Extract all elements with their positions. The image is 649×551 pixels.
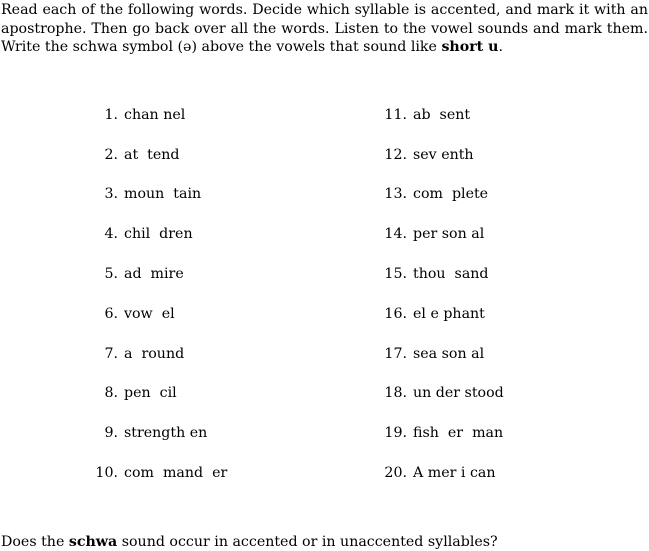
item-word: pen cil [124, 385, 177, 402]
item-number: 19. [384, 425, 407, 442]
list-item [378, 254, 504, 294]
item-number: 15. [384, 266, 407, 283]
word-list-left [96, 95, 227, 493]
item-number: 4. [104, 226, 118, 243]
question-text-end: sound occur in accented or in unaccented syllables? [117, 534, 498, 550]
list-item [378, 95, 504, 135]
instructions [1, 1, 648, 57]
list-item [96, 334, 227, 374]
item-word: com mand er [124, 465, 228, 482]
list-item [89, 453, 227, 493]
list-item [378, 334, 504, 374]
item-word: A mer i can [413, 465, 496, 482]
item-number: 11. [384, 106, 407, 123]
list-item [378, 135, 504, 175]
list-item [96, 135, 227, 175]
question [1, 533, 498, 551]
item-word: el e phant [413, 305, 485, 322]
item-word: moun tain [124, 186, 202, 203]
item-word: at tend [124, 146, 180, 163]
item-number: 14. [384, 226, 407, 243]
item-number: 6. [104, 305, 118, 322]
item-number: 9. [104, 425, 118, 442]
list-item [96, 413, 227, 453]
item-number: 7. [104, 345, 118, 362]
item-number: 20. [384, 465, 407, 482]
list-item [378, 214, 504, 254]
item-number: 3. [104, 186, 118, 203]
item-word: un der stood [413, 385, 504, 402]
item-number: 16. [384, 305, 407, 322]
item-number: 17. [384, 345, 407, 362]
instructions-emphasis: short u [441, 39, 499, 55]
item-word: chan nel [124, 106, 186, 123]
list-item [96, 175, 227, 215]
list-item [378, 374, 504, 414]
list-item [96, 254, 227, 294]
instructions-text: Read each of the following words. Decide which syllable is accented, and mark it with an apostrophe. Then go back over all the words. Listen to the vowel sounds and mark them. Write the schwa symbol (ə) above the vowels that sound like [1, 2, 648, 55]
list-item [96, 214, 227, 254]
item-word: ad mire [124, 266, 184, 283]
item-number: 1. [104, 106, 118, 123]
item-number: 13. [384, 186, 407, 203]
list-item [378, 294, 504, 334]
item-word: chil dren [124, 226, 193, 243]
item-word: sea son al [413, 345, 485, 362]
item-word: per son al [413, 226, 485, 243]
list-item [378, 175, 504, 215]
question-text: Does the [1, 534, 69, 550]
question-emphasis: schwa [68, 534, 118, 550]
list-item [378, 413, 504, 453]
item-number: 12. [384, 146, 407, 163]
list-item [96, 294, 227, 334]
item-word: fish er man [413, 425, 504, 442]
item-word: thou sand [413, 266, 489, 283]
list-item [96, 95, 227, 135]
word-list-right [378, 95, 504, 493]
item-number: 8. [104, 385, 118, 402]
item-number: 18. [384, 385, 407, 402]
instructions-period: . [498, 39, 504, 55]
item-word: a round [124, 345, 185, 362]
item-word: strength en [124, 425, 208, 442]
item-number: 5. [104, 266, 118, 283]
list-item [378, 453, 504, 493]
item-word: ab sent [413, 106, 471, 123]
item-number: 2. [104, 146, 118, 163]
item-word: com plete [413, 186, 489, 203]
list-item [96, 374, 227, 414]
item-number: 10. [95, 465, 118, 482]
item-word: vow el [124, 305, 175, 322]
item-word: sev enth [413, 146, 474, 163]
